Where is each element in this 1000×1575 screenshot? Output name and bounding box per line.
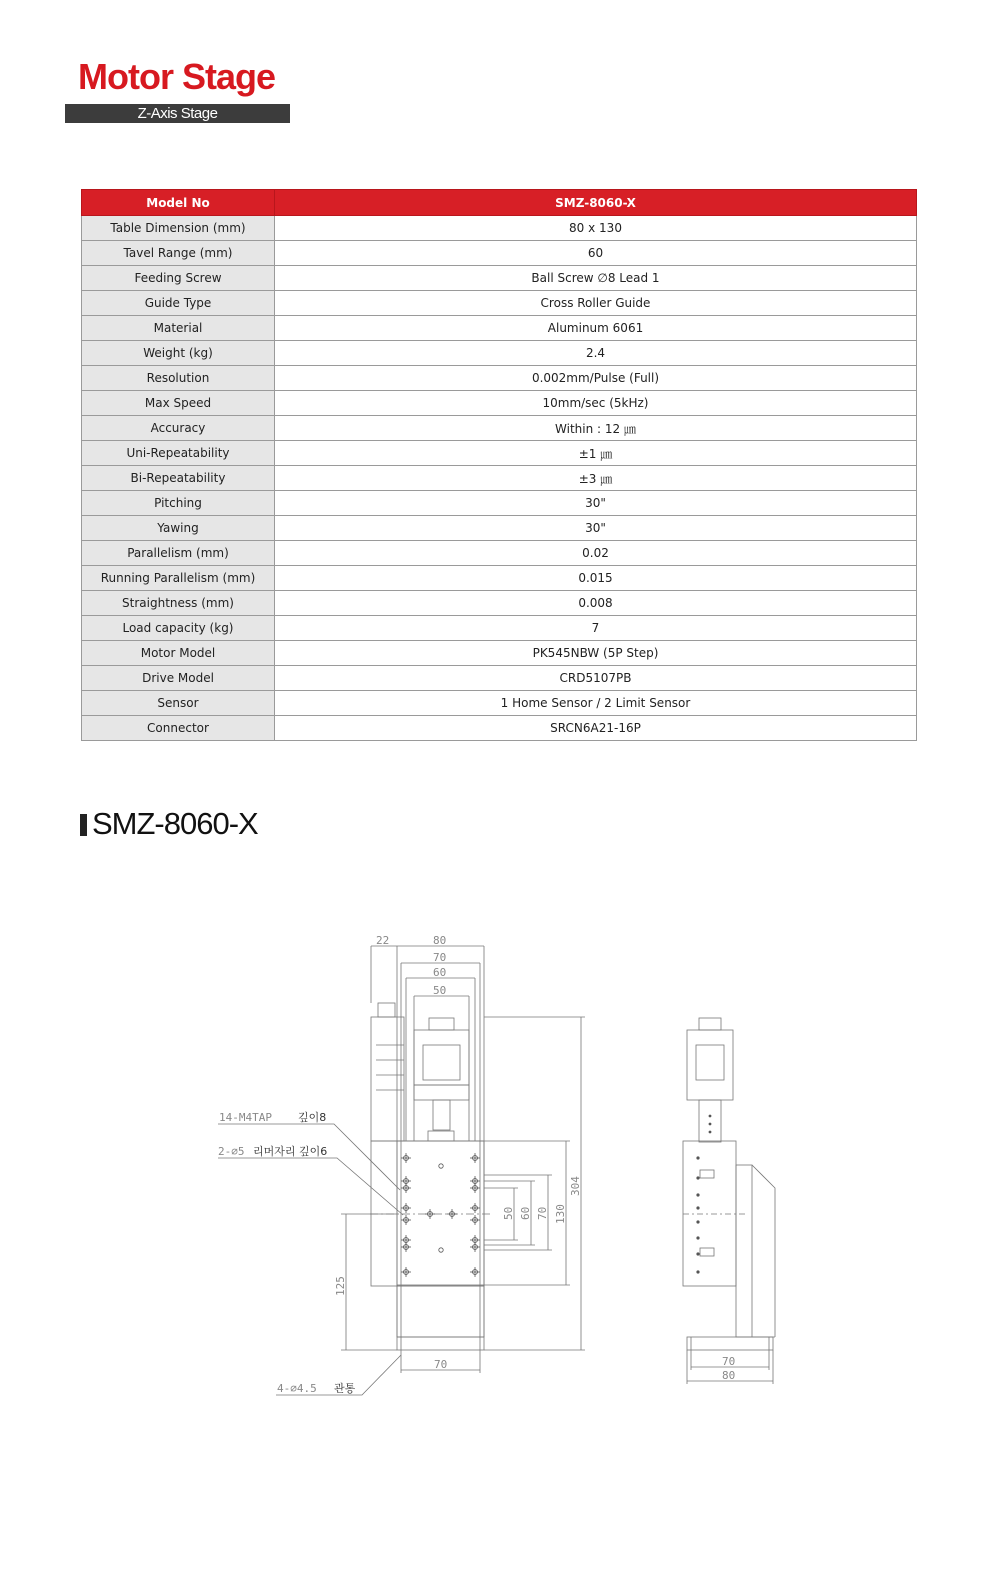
hole-marker — [401, 1242, 411, 1252]
spec-value: 0.02 — [275, 541, 917, 566]
hole-marker — [470, 1215, 480, 1225]
motor-body — [371, 1017, 404, 1141]
dim-60: 60 — [433, 966, 447, 979]
side-base-plate — [687, 1337, 773, 1350]
spec-value: 7 — [275, 616, 917, 641]
dim-80: 80 — [433, 934, 447, 947]
base-plate — [397, 1337, 484, 1350]
thru-note-code: 4-∅4.5 — [277, 1382, 317, 1395]
reamer-note-code: 2-∅5 — [218, 1145, 245, 1158]
spec-label: Yawing — [82, 516, 275, 541]
spec-value: PK545NBW (5P Step) — [275, 641, 917, 666]
spec-value: ±1 ㎛ — [275, 441, 917, 466]
hole-marker — [401, 1183, 411, 1193]
dim-50: 50 — [433, 984, 447, 997]
spec-value: 0.008 — [275, 591, 917, 616]
dim-side-80: 80 — [722, 1369, 736, 1382]
hole-marker — [401, 1215, 411, 1225]
spec-value: 0.015 — [275, 566, 917, 591]
dim-right-50: 50 — [502, 1206, 515, 1220]
lead-screw-cover — [433, 1100, 450, 1130]
spec-label: Resolution — [82, 366, 275, 391]
side-screw-cover — [699, 1100, 721, 1142]
spec-value: Cross Roller Guide — [275, 291, 917, 316]
side-slider — [683, 1141, 736, 1286]
dim-304: 304 — [569, 1176, 582, 1196]
hole-marker — [470, 1267, 480, 1277]
spec-value: Aluminum 6061 — [275, 316, 917, 341]
motor-knob — [378, 1003, 395, 1017]
hole-marker — [425, 1209, 435, 1219]
spec-label: Material — [82, 316, 275, 341]
dim-130: 130 — [554, 1204, 567, 1224]
stage-column — [397, 1285, 484, 1337]
top-bracket — [414, 1030, 469, 1085]
hole-marker — [470, 1153, 480, 1163]
side-bearing — [696, 1045, 724, 1080]
adjust-knob — [429, 1018, 454, 1030]
hole-marker — [470, 1242, 480, 1252]
spec-label: Parallelism (mm) — [82, 541, 275, 566]
spec-value: 60 — [275, 241, 917, 266]
side-column — [736, 1165, 752, 1337]
dim-side-70: 70 — [722, 1355, 736, 1368]
spec-label: Running Parallelism (mm) — [82, 566, 275, 591]
tap-note-depth: 깊이8 — [298, 1111, 327, 1124]
dim-bottom-70: 70 — [434, 1358, 448, 1371]
spec-value: 30" — [275, 516, 917, 541]
spec-label: Feeding Screw — [82, 266, 275, 291]
spec-label: Max Speed — [82, 391, 275, 416]
spec-label: Bi-Repeatability — [82, 466, 275, 491]
spec-label: Load capacity (kg) — [82, 616, 275, 641]
spec-label: Tavel Range (mm) — [82, 241, 275, 266]
spec-value: 10mm/sec (5kHz) — [275, 391, 917, 416]
spec-label: Guide Type — [82, 291, 275, 316]
dim-70: 70 — [433, 951, 447, 964]
hole-marker — [447, 1209, 457, 1219]
stage-slider — [397, 1141, 484, 1286]
spec-label: Straightness (mm) — [82, 591, 275, 616]
reamer-note-depth: 리머자리 깊이6 — [253, 1145, 328, 1158]
tap-note-code: 14-M4TAP — [219, 1111, 272, 1124]
spec-label: Accuracy — [82, 416, 275, 441]
spec-label: Drive Model — [82, 666, 275, 691]
spec-label: Pitching — [82, 491, 275, 516]
spec-label: Table Dimension (mm) — [82, 216, 275, 241]
spec-value: Within : 12 ㎛ — [275, 416, 917, 441]
spec-value: 80 x 130 — [275, 216, 917, 241]
dim-right-60: 60 — [519, 1206, 532, 1220]
page-subtitle: Z-Axis Stage — [137, 105, 218, 122]
hole-marker — [401, 1267, 411, 1277]
spec-value: SRCN6A21-16P — [275, 716, 917, 741]
spec-label: Motor Model — [82, 641, 275, 666]
hole-marker — [401, 1203, 411, 1213]
spec-value: 30" — [275, 491, 917, 516]
spec-header-value: SMZ-8060-X — [275, 190, 917, 216]
spec-value: Ball Screw ∅8 Lead 1 — [275, 266, 917, 291]
tap-holes — [401, 1153, 480, 1277]
spec-value: 2.4 — [275, 341, 917, 366]
hole-marker — [470, 1183, 480, 1193]
spec-label: Uni-Repeatability — [82, 441, 275, 466]
section-title: SMZ-8060-X — [92, 806, 258, 841]
spec-value: 0.002mm/Pulse (Full) — [275, 366, 917, 391]
spec-header-label: Model No — [82, 190, 275, 216]
spec-value: 1 Home Sensor / 2 Limit Sensor — [275, 691, 917, 716]
spec-label: Sensor — [82, 691, 275, 716]
side-top-bracket — [687, 1030, 733, 1100]
spec-value: CRD5107PB — [275, 666, 917, 691]
motor-flange — [414, 1085, 469, 1100]
hole-marker — [401, 1153, 411, 1163]
hole-marker — [470, 1203, 480, 1213]
dim-22: 22 — [376, 934, 390, 947]
spec-label: Weight (kg) — [82, 341, 275, 366]
side-view — [683, 1018, 775, 1384]
nut-block — [428, 1131, 454, 1141]
spec-label: Connector — [82, 716, 275, 741]
dim-125: 125 — [334, 1276, 347, 1296]
bearing-housing — [423, 1045, 460, 1080]
side-knob — [699, 1018, 721, 1030]
spec-value: ±3 ㎛ — [275, 466, 917, 491]
thru-note-label: 관통 — [334, 1382, 356, 1395]
dim-right-70: 70 — [536, 1206, 549, 1220]
page-title: Motor Stage — [78, 56, 276, 97]
